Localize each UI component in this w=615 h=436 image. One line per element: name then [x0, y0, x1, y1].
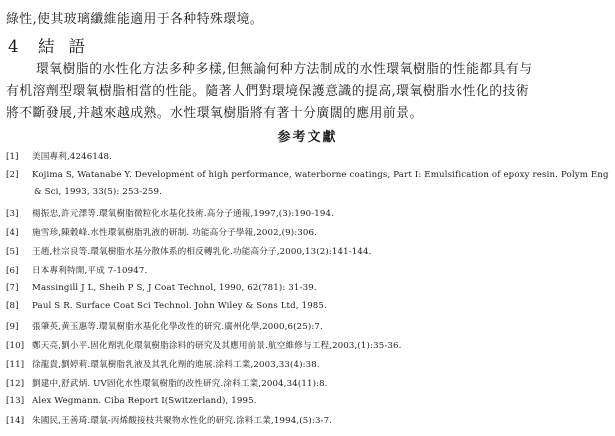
reference-item [6, 320, 323, 332]
reference-number: [1] [6, 152, 19, 162]
reference-text: 朱國民,王善琦.環氧-丙烯酸接枝共聚物水性化的研究.涂料工業,1994,(5):3-7. [32, 416, 333, 426]
reference-item [6, 264, 147, 276]
reference-text: 楊振忠,許元澤等.環氧樹脂微粒化水基化技術.高分子通報,1997,(3):190-194. [32, 209, 335, 219]
reference-text: 鄭天亮,劉小平.固化劑乳化環氧樹脂涂料的研究及其應用前景.航空維修与工程,2003,(1):35-36. [32, 341, 402, 351]
reference-text: 劉建中,舒武炳. UV固化水性環氧樹脂的改性研究.涂料工業,2004,34(11):8. [32, 379, 328, 389]
reference-number: [4] [6, 228, 19, 238]
reference-text: Paul S R. Surface Coat Sci Technol. John Wiley & Sons Ltd, 1985. [32, 301, 327, 311]
conclusion-paragraph-line-3: 將不斷發展,并越來越成熟。水性環氧樹脂將有著十分廣闊的應用前景。 [6, 106, 423, 121]
reference-item [6, 414, 332, 426]
reference-text: Massingill J L, Sheih P S, J Coat Technol, 1990, 62(781): 31-39. [32, 283, 317, 293]
reference-text: & Sci, 1993, 33(5): 253-259. [34, 187, 163, 197]
reference-item [6, 207, 334, 219]
reference-item [6, 396, 257, 406]
section-heading [8, 33, 99, 57]
reference-number: [7] [6, 283, 19, 293]
reference-text: 王趙,杜宗良等.環氧樹脂水基分散体系的相反轉乳化.功能高分子,2000,13(2):141-144. [32, 247, 372, 257]
reference-number: [8] [6, 301, 19, 311]
references-title: 参考文獻 [277, 130, 338, 145]
reference-text: 施雪珍,陳穀峰.水性環氧樹脂乳液的研制. 功能高分子學報,2002,(9):306. [32, 228, 318, 238]
reference-item [6, 358, 320, 370]
reference-item [6, 226, 317, 238]
reference-item [6, 245, 372, 257]
section-number: 4 [8, 37, 21, 56]
reference-number: [2] [6, 170, 19, 180]
reference-text: 美国專利,4246148. [32, 152, 113, 162]
reference-number: [9] [6, 322, 19, 332]
reference-item [6, 150, 112, 162]
paragraph-line-top: 綠性,使其玻璃纖維能適用于各种特殊環境。 [6, 12, 264, 27]
reference-number: [6] [6, 266, 19, 276]
reference-text: 張肇英,黄玉惠等.環氧樹脂水基化化學改性的研究.廣州化學,2000,6(25):7. [32, 322, 323, 332]
reference-item [6, 377, 328, 389]
reference-item [6, 170, 609, 180]
reference-number: [14] [6, 416, 25, 426]
reference-item [6, 283, 317, 293]
reference-number: [11] [6, 360, 25, 370]
reference-item [6, 301, 327, 311]
reference-number: [5] [6, 247, 19, 257]
conclusion-paragraph-line-1: 環氧樹脂的水性化方法多种多樣,但無論何种方法制成的水性環氧樹脂的性能都具有与 [36, 62, 533, 77]
reference-text: 徐龍貴,劉婷莉.環氧樹脂乳液及其乳化劑的進展.涂料工業,2003,33(4):38. [32, 360, 320, 370]
reference-text: Kojima S, Watanabe Y. Development of high performance, waterborne coatings, Part I: Emulsification of epoxy resin. Polym Eng [32, 170, 609, 180]
reference-number: [10] [6, 341, 25, 351]
section-title: 結語 [38, 37, 99, 56]
reference-number: [12] [6, 379, 25, 389]
reference-item [6, 339, 402, 351]
reference-number: [13] [6, 396, 25, 406]
conclusion-paragraph-line-2: 有机溶劑型環氧樹脂相當的性能。隨著人們對環境保護意識的提高,環氧樹脂水性化的技術 [6, 84, 530, 99]
reference-text: Alex Wegmann. Ciba Report I(Switzerland), 1995. [32, 396, 257, 406]
reference-number: [3] [6, 209, 19, 219]
reference-text: 日本專利特開,平成 7-10947. [32, 266, 148, 276]
reference-item-continuation [6, 187, 162, 197]
